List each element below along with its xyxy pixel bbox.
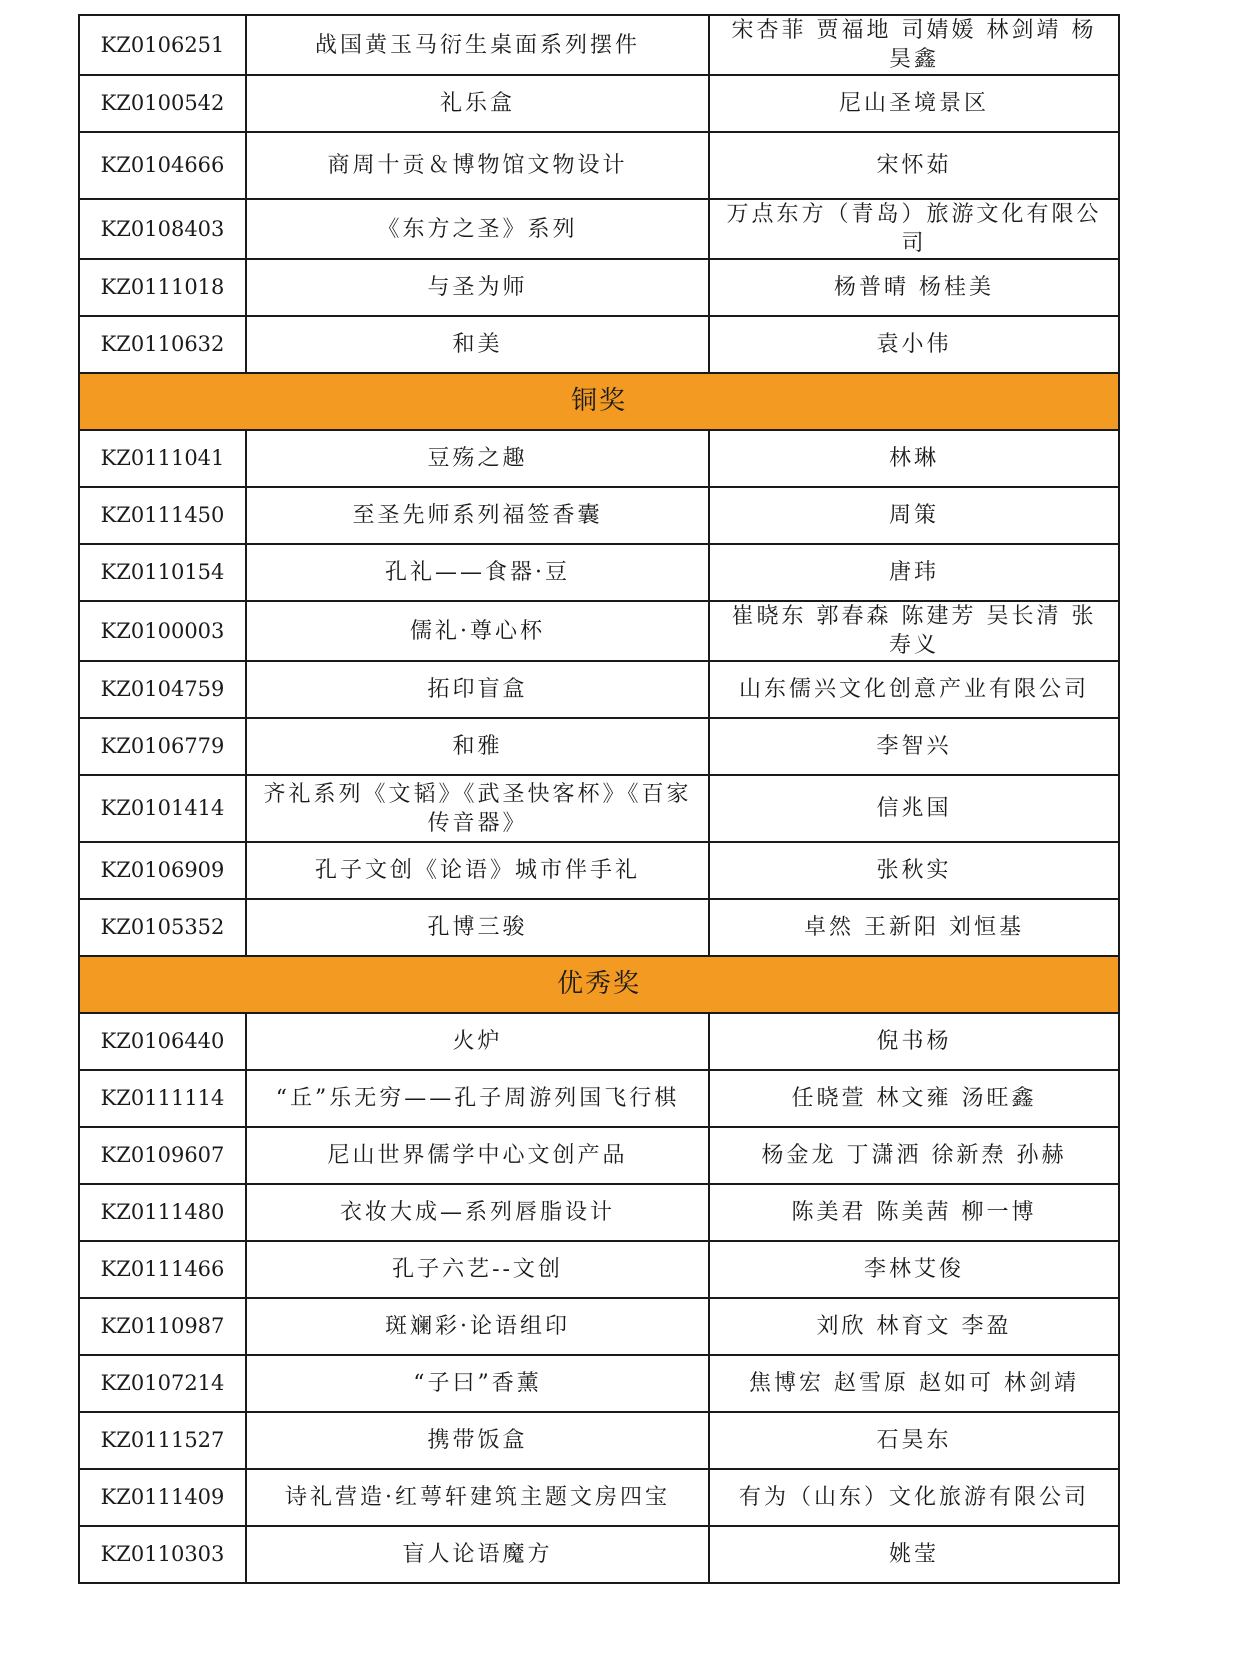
entry-code-cell: KZ0111466 bbox=[79, 1241, 246, 1298]
work-title-cell: 孔子文创《论语》城市伴手礼 bbox=[246, 842, 709, 899]
author-cell: 信兆国 bbox=[709, 775, 1119, 842]
table-row bbox=[79, 775, 1119, 842]
entry-code-cell: KZ0110987 bbox=[79, 1298, 246, 1355]
work-title-cell: 火炉 bbox=[246, 1013, 709, 1070]
author-cell: 万点东方（青岛）旅游文化有限公司 bbox=[709, 199, 1119, 259]
table-row bbox=[79, 316, 1119, 373]
work-title-cell: 盲人论语魔方 bbox=[246, 1526, 709, 1583]
entry-code-cell: KZ0110154 bbox=[79, 544, 246, 601]
entry-code-cell: KZ0101414 bbox=[79, 775, 246, 842]
table-row bbox=[79, 601, 1119, 661]
table-row bbox=[79, 661, 1119, 718]
table-row bbox=[79, 842, 1119, 899]
section-header-row bbox=[79, 956, 1119, 1013]
entry-code-cell: KZ0110632 bbox=[79, 316, 246, 373]
entry-code-cell: KZ0111018 bbox=[79, 259, 246, 316]
work-title-cell: 和美 bbox=[246, 316, 709, 373]
work-title-cell: 齐礼系列《文韬》《武圣快客杯》《百家传音器》 bbox=[246, 775, 709, 842]
author-cell: 石昊东 bbox=[709, 1412, 1119, 1469]
work-title-cell: 至圣先师系列福签香囊 bbox=[246, 487, 709, 544]
entry-code-cell: KZ0108403 bbox=[79, 199, 246, 259]
author-cell: 周策 bbox=[709, 487, 1119, 544]
table-row bbox=[79, 899, 1119, 956]
work-title-cell: 儒礼·尊心杯 bbox=[246, 601, 709, 661]
entry-code-cell: KZ0111450 bbox=[79, 487, 246, 544]
entry-code-cell: KZ0100003 bbox=[79, 601, 246, 661]
work-title-cell: 和雅 bbox=[246, 718, 709, 775]
work-title-cell: 孔礼——食器·豆 bbox=[246, 544, 709, 601]
author-cell: 杨金龙 丁潇洒 徐新焘 孙赫 bbox=[709, 1127, 1119, 1184]
work-title-cell: 诗礼营造·红萼轩建筑主题文房四宝 bbox=[246, 1469, 709, 1526]
table-row bbox=[79, 544, 1119, 601]
entry-code-cell: KZ0106251 bbox=[79, 15, 246, 75]
entry-code-cell: KZ0111527 bbox=[79, 1412, 246, 1469]
table-row bbox=[79, 132, 1119, 199]
section-title: 铜奖 bbox=[79, 373, 1119, 430]
author-cell: 袁小伟 bbox=[709, 316, 1119, 373]
table-row bbox=[79, 487, 1119, 544]
author-cell: 宋怀茹 bbox=[709, 132, 1119, 199]
award-table bbox=[78, 14, 1120, 1584]
author-cell: 张秋实 bbox=[709, 842, 1119, 899]
table-row bbox=[79, 1241, 1119, 1298]
work-title-cell: 与圣为师 bbox=[246, 259, 709, 316]
entry-code-cell: KZ0100542 bbox=[79, 75, 246, 132]
author-cell: 焦博宏 赵雪原 赵如可 林剑靖 bbox=[709, 1355, 1119, 1412]
entry-code-cell: KZ0104759 bbox=[79, 661, 246, 718]
table-row bbox=[79, 1469, 1119, 1526]
work-title-cell: 衣妆大成—系列唇脂设计 bbox=[246, 1184, 709, 1241]
table-row bbox=[79, 1412, 1119, 1469]
entry-code-cell: KZ0104666 bbox=[79, 132, 246, 199]
work-title-cell: 拓印盲盒 bbox=[246, 661, 709, 718]
author-cell: 宋杏菲 贾福地 司婧媛 林剑靖 杨昊鑫 bbox=[709, 15, 1119, 75]
work-title-cell: 孔子六艺--文创 bbox=[246, 1241, 709, 1298]
entry-code-cell: KZ0111114 bbox=[79, 1070, 246, 1127]
work-title-cell: 尼山世界儒学中心文创产品 bbox=[246, 1127, 709, 1184]
table-row bbox=[79, 259, 1119, 316]
section-header-row bbox=[79, 373, 1119, 430]
award-table-body bbox=[79, 15, 1119, 1583]
author-cell: 尼山圣境景区 bbox=[709, 75, 1119, 132]
entry-code-cell: KZ0111041 bbox=[79, 430, 246, 487]
table-row bbox=[79, 75, 1119, 132]
section-title: 优秀奖 bbox=[79, 956, 1119, 1013]
table-row bbox=[79, 1526, 1119, 1583]
entry-code-cell: KZ0107214 bbox=[79, 1355, 246, 1412]
entry-code-cell: KZ0106779 bbox=[79, 718, 246, 775]
entry-code-cell: KZ0111480 bbox=[79, 1184, 246, 1241]
author-cell: 李智兴 bbox=[709, 718, 1119, 775]
author-cell: 任晓萱 林文雍 汤旺鑫 bbox=[709, 1070, 1119, 1127]
author-cell: 崔晓东 郭春森 陈建芳 吴长清 张寿义 bbox=[709, 601, 1119, 661]
work-title-cell: 孔博三骏 bbox=[246, 899, 709, 956]
author-cell: 山东儒兴文化创意产业有限公司 bbox=[709, 661, 1119, 718]
author-cell: 李林艾俊 bbox=[709, 1241, 1119, 1298]
table-row bbox=[79, 1070, 1119, 1127]
table-row bbox=[79, 1127, 1119, 1184]
author-cell: 刘欣 林育文 李盈 bbox=[709, 1298, 1119, 1355]
table-row bbox=[79, 15, 1119, 75]
table-row bbox=[79, 718, 1119, 775]
table-row bbox=[79, 1184, 1119, 1241]
entry-code-cell: KZ0110303 bbox=[79, 1526, 246, 1583]
table-row bbox=[79, 1355, 1119, 1412]
entry-code-cell: KZ0106440 bbox=[79, 1013, 246, 1070]
work-title-cell: 《东方之圣》系列 bbox=[246, 199, 709, 259]
table-row bbox=[79, 199, 1119, 259]
table-row bbox=[79, 1013, 1119, 1070]
entry-code-cell: KZ0105352 bbox=[79, 899, 246, 956]
work-title-cell: 豆殇之趣 bbox=[246, 430, 709, 487]
entry-code-cell: KZ0111409 bbox=[79, 1469, 246, 1526]
work-title-cell: 斑斓彩·论语组印 bbox=[246, 1298, 709, 1355]
work-title-cell: “子曰”香薰 bbox=[246, 1355, 709, 1412]
author-cell: 有为（山东）文化旅游有限公司 bbox=[709, 1469, 1119, 1526]
work-title-cell: 战国黄玉马衍生桌面系列摆件 bbox=[246, 15, 709, 75]
author-cell: 杨普晴 杨桂美 bbox=[709, 259, 1119, 316]
work-title-cell: “丘”乐无穷——孔子周游列国飞行棋 bbox=[246, 1070, 709, 1127]
author-cell: 唐玮 bbox=[709, 544, 1119, 601]
author-cell: 陈美君 陈美茜 柳一博 bbox=[709, 1184, 1119, 1241]
work-title-cell: 礼乐盒 bbox=[246, 75, 709, 132]
entry-code-cell: KZ0109607 bbox=[79, 1127, 246, 1184]
author-cell: 倪书杨 bbox=[709, 1013, 1119, 1070]
table-row bbox=[79, 430, 1119, 487]
work-title-cell: 携带饭盒 bbox=[246, 1412, 709, 1469]
work-title-cell: 商周十贡＆博物馆文物设计 bbox=[246, 132, 709, 199]
author-cell: 林琳 bbox=[709, 430, 1119, 487]
author-cell: 卓然 王新阳 刘恒基 bbox=[709, 899, 1119, 956]
author-cell: 姚莹 bbox=[709, 1526, 1119, 1583]
table-row bbox=[79, 1298, 1119, 1355]
entry-code-cell: KZ0106909 bbox=[79, 842, 246, 899]
